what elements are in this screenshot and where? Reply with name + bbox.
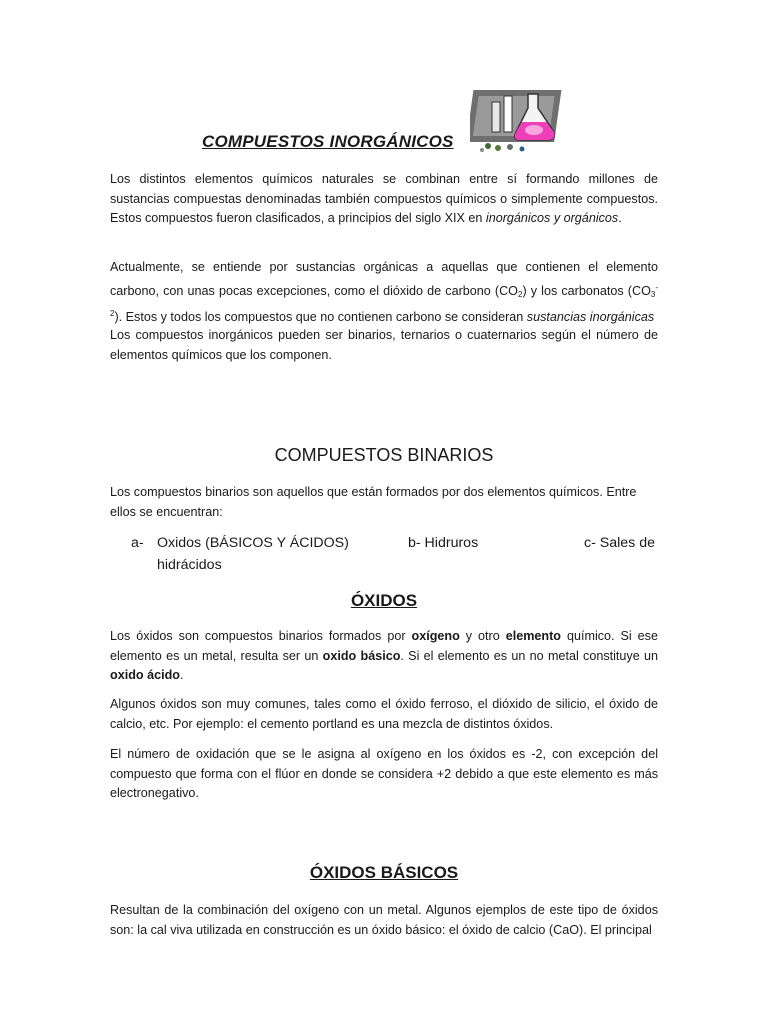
oxigeno-bold: oxígeno — [411, 629, 460, 643]
list-item-sales-cont: hidrácidos — [157, 557, 222, 573]
p2-text-b: ) y los carbonatos (CO — [522, 283, 651, 298]
co3-charge: -2 — [110, 282, 658, 318]
oxido-basico-bold: oxido básico — [322, 648, 401, 663]
oxidos-text-e: . Si el elemento es un no metal constituye un — [400, 648, 659, 663]
intro-period: . — [618, 211, 622, 225]
list-item-sales: c- Sales de — [584, 535, 655, 551]
co2-subscript: 2 — [517, 289, 523, 299]
co3-subscript: 3 — [650, 289, 656, 299]
oxido-acido-bold: oxido ácido — [110, 668, 180, 682]
basicos-heading: ÓXIDOS BÁSICOS — [309, 863, 459, 882]
list-marker-a: a- — [131, 535, 144, 551]
binarios-paragraph: Los compuestos binarios son aquellos que están formados por dos elementos químicos. Entre ellos se encuentran: — [110, 485, 637, 519]
intro-italic: inorgánicos y orgánicos — [485, 211, 619, 225]
p2-italic: sustancias inorgánicas — [526, 310, 655, 324]
elemento-bold: elemento — [505, 629, 561, 643]
page-title: COMPUESTOS INORGÁNICOS — [202, 132, 454, 151]
oxidos-paragraph-1 — [110, 627, 658, 686]
binarios-heading: COMPUESTOS BINARIOS — [274, 445, 494, 465]
oxidos-text-a: Los óxidos son compuestos binarios formados por — [110, 629, 412, 643]
basicos-paragraph: Resultan de la combinación del oxígeno con un metal. Algunos ejemplos de este tipo de óxidos son: la cal viva utilizada en construcción es un óxido básico: el óxido de calcio (CaO). El principal — [110, 903, 658, 937]
oxidos-text-f: . — [179, 668, 184, 682]
p2-text-c: ). Estos y todos los compuestos que no contienen carbono se consideran — [114, 310, 527, 324]
list-item-oxidos: Oxidos (BÁSICOS Y ÁCIDOS) — [157, 535, 349, 551]
oxidos-text-c: y otro — [459, 629, 506, 643]
binarios-list — [110, 532, 658, 576]
intro-text: Los distintos elementos químicos naturales se combinan entre sí formando millones de sustancias compuestas denominadas también compuestos químicos o simplemente compuestos. Estos compuestos fueron clasificados, a principios del siglo XIX en — [110, 172, 658, 225]
oxidos-paragraph-2: Algunos óxidos son muy comunes, tales como el óxido ferroso, el dióxido de silicio, el óxido de calcio, etc. Por ejemplo: el cemento portland es una mezcla de distintos óxidos. — [110, 697, 658, 731]
oxidos-text-d: químico. Si ese elemento es un metal, resulta ser un — [110, 629, 658, 663]
oxidos-paragraph-3: El número de oxidación que se le asigna al oxígeno en los óxidos es -2, con excepción del compuesto que forma con el flúor en donde se considera +2 debido a que este elemento es más electronegativo. — [110, 747, 658, 800]
intro-paragraph-3: Los compuestos inorgánicos pueden ser binarios, ternarios o cuaternarios según el número de elementos químicos que los componen. — [110, 328, 658, 362]
intro-paragraph-2 — [110, 258, 658, 328]
p2-text-a: Actualmente, se entiende por sustancias orgánicas a aquellas que contienen el elemento carbono, con unas pocas excepciones, como el dióxido de carbono (CO — [110, 260, 658, 298]
intro-paragraph-1 — [110, 170, 658, 229]
list-item-hidruros: b- Hidruros — [408, 535, 479, 551]
oxidos-heading: ÓXIDOS — [350, 591, 418, 610]
chemistry-flasks-icon — [470, 86, 566, 154]
